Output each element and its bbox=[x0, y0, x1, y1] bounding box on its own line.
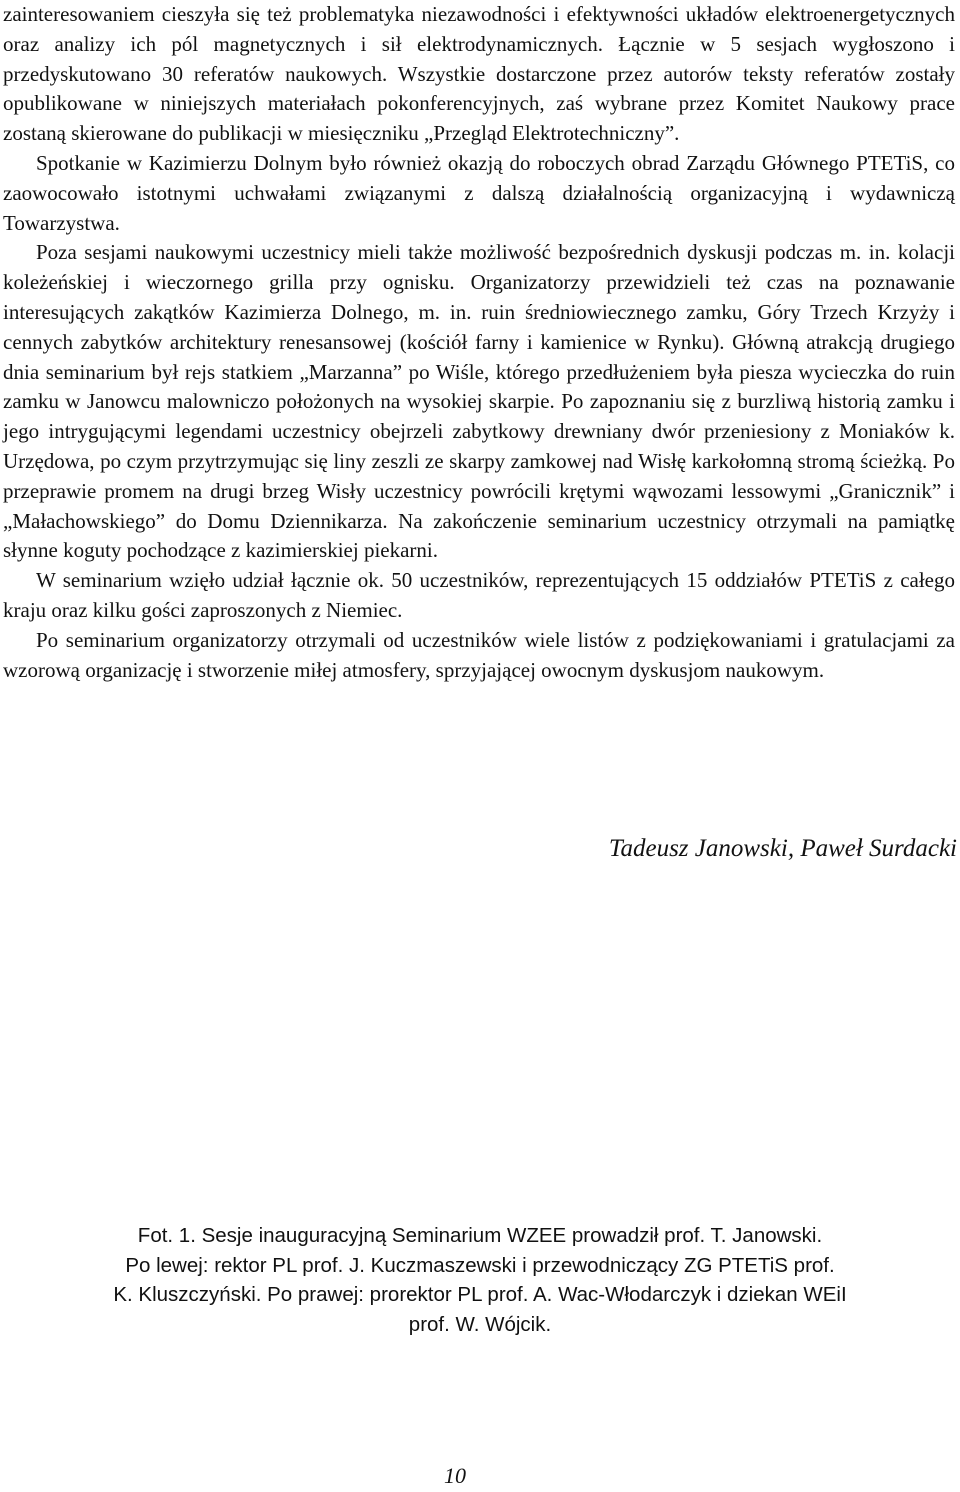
article-body bbox=[3, 0, 955, 685]
paragraph-4: W seminarium wzięło udział łącznie ok. 50 uczestników, reprezentujących 15 oddziałów PTETiS z całego kraju oraz kilku gości zaproszonych z Niemiec. bbox=[3, 568, 955, 622]
paragraph-2: Spotkanie w Kazimierzu Dolnym było również okazją do roboczych obrad Zarządu Głównego PTETiS, co zaowocowało istotnymi uchwałami związanymi z dalszą działalnością organizacyjną i wydawniczą Towarzystwa. bbox=[3, 150, 955, 235]
caption-line: Fot. 1. Sesje inauguracyjną Seminarium WZEE prowadził prof. T. Janowski. bbox=[137, 1224, 823, 1247]
page-number: 10 bbox=[444, 1463, 466, 1488]
document-page bbox=[3, 0, 955, 685]
paragraph-3: Poza sesjami naukowymi uczestnicy mieli także możliwość bezpośrednich dyskusji podczas m. in. kolacji koleżeńskiej i wieczornego grilla przy ognisku. Organizatorzy przewidzieli też czas na poznawanie interesujących zakątków Kazimierza Dolnego, m. in. ruin średniowiecznego zamku, Góry Trzech Krzyży i cennych zabytków architektury renesansowej (kościół farny i kamienice w Rynku). Główną atrakcją drugiego dnia seminarium był rejs statkiem „Marzanna” po Wiśle, którego przedłużeniem była piesza wycieczka do ruin zamku w Janowcu malowniczo położonych na wysokiej skarpie. Po zapoznaniu się z burzliwą historią zamku i jego intrygującymi legendami uczestnicy obejrzeli zabytkowy drewniany dwór przeniesiony z Moniaków k. Urzędowa, po czym przytrzymując się liny zeszli ze skarpy zamkowej nad Wisłę karkołomną stromą ścieżką. Po przeprawie promem na drugi brzeg Wisły uczestnicy powrócili krętymi wąwozami lessowymi „Granicznik” i „Małachowskiego” do Domu Dziennikarza. Na zakończenie seminarium uczestnicy otrzymali na pamiątkę słynne koguty pochodzące z kazimierskiej piekarni. bbox=[3, 240, 955, 563]
caption-line: prof. W. Wójcik. bbox=[408, 1312, 552, 1336]
photo-caption bbox=[0, 1221, 960, 1339]
caption-line: K. Kluszczyński. Po prawej: prorektor PL prof. A. Wac-Włodarczyk i dziekan WEiI bbox=[113, 1283, 847, 1306]
caption-line: Po lewej: rektor PL prof. J. Kuczmaszewski i przewodniczący ZG PTETiS prof. bbox=[125, 1253, 835, 1277]
author-signature: Tadeusz Janowski, Paweł Surdacki bbox=[608, 835, 957, 862]
paragraph-5: Po seminarium organizatorzy otrzymali od uczestników wiele listów z podziękowaniami i gratulacjami za wzorową organizację i stworzenie miłej atmosfery, sprzyjającej owocnym dyskusjom naukowym. bbox=[3, 627, 955, 682]
paragraph-1: zainteresowaniem cieszyła się też problematyka niezawodności i efektywności układów elektroenergetycznych oraz analizy ich pól magnetycznych i sił elektrodynamicznych. Łącznie w 5 sesjach wygłoszono i przedyskutowano 30 referatów naukowych. Wszystkie dostarczone przez autorów teksty referatów zostały opublikowane w niniejszych materiałach pokonferencyjnych, zaś wybrane przez Komitet Naukowy prace zostaną skierowane do publikacji w miesięczniku „Przegląd Elektrotechniczny”. bbox=[3, 2, 955, 146]
